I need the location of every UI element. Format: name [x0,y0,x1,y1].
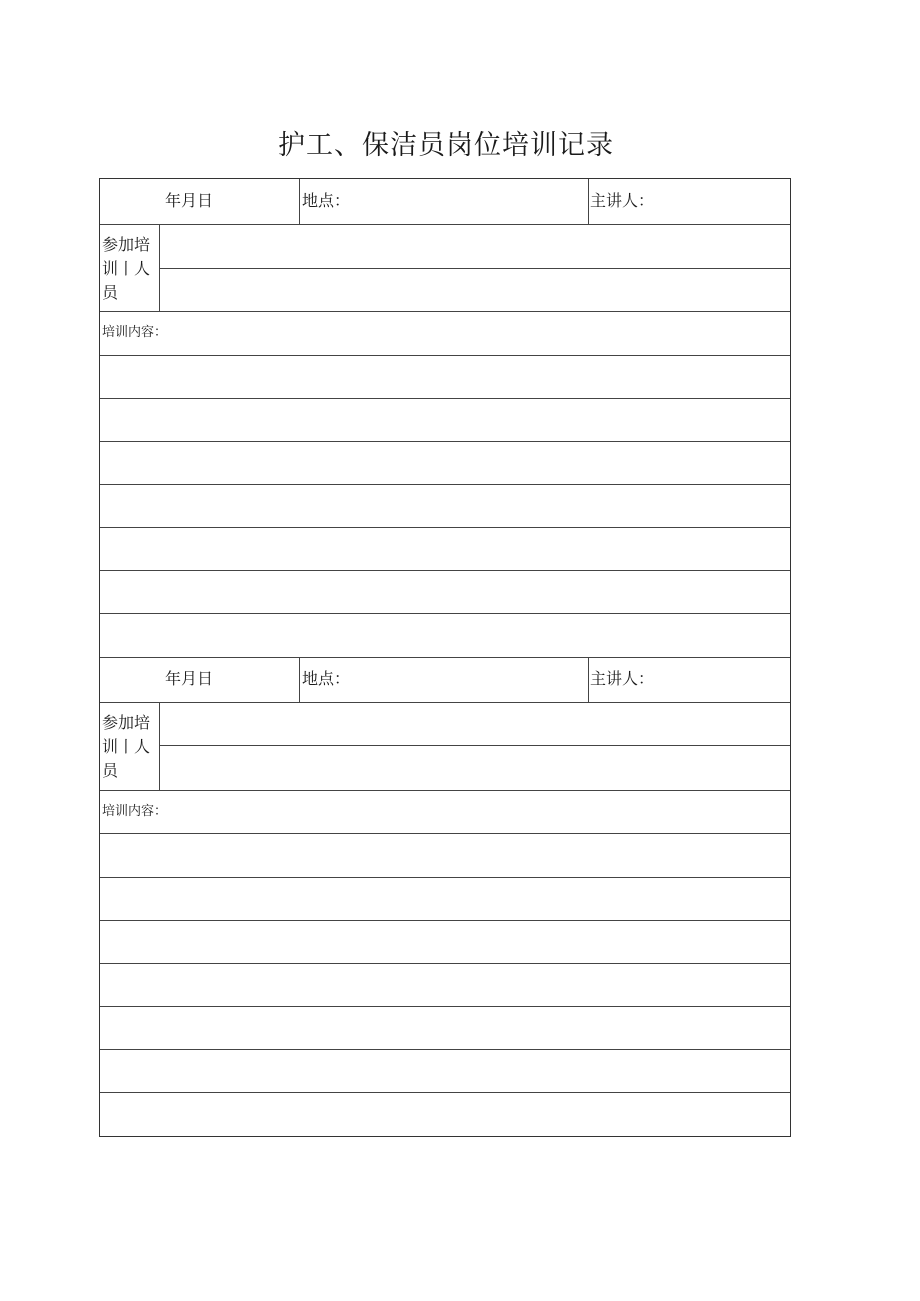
attendees-label-line: 参加培 [102,713,151,732]
attendees-label [102,233,158,305]
content-entry-row[interactable] [100,528,790,570]
content-entry-row[interactable] [100,964,790,1006]
content-entry-row[interactable] [100,399,790,441]
content-entry-row[interactable] [100,485,790,527]
attendees-entry-row[interactable] [160,703,790,745]
attendees-entry-row[interactable] [160,746,790,790]
page-title: 护工、保洁员岗位培训记录 [278,130,614,161]
row-divider [100,311,790,312]
speaker-label: 主讲人： [590,669,655,688]
content-label: 培训内容： [102,325,168,340]
content-entry-row[interactable] [100,1007,790,1049]
cell-divider [588,657,589,702]
training-record-form [99,178,791,1137]
attendees-entry-row[interactable] [160,225,790,268]
content-entry-row[interactable] [100,571,790,613]
content-entry-row[interactable] [100,878,790,920]
content-entry-row[interactable] [100,1050,790,1092]
attendees-entry-row[interactable] [160,269,790,311]
attendees-label-line: 员 [102,761,119,780]
attendees-label [102,711,158,783]
content-entry-row[interactable] [100,1093,790,1136]
speaker-label: 主讲人： [590,191,655,210]
location-label: 地点： [302,669,351,688]
row-divider [100,790,790,791]
cell-divider [299,657,300,702]
attendees-label-line: 员 [102,283,119,302]
content-entry-row[interactable] [100,834,790,877]
attendees-label-line: 参加培 [102,235,151,254]
date-label: 年月日 [165,191,214,210]
attendees-label-line: 训丨人 [102,737,151,756]
cell-divider [588,179,589,224]
attendees-label-line: 训丨人 [102,259,151,278]
content-entry-row[interactable] [100,921,790,963]
cell-divider [299,179,300,224]
location-label: 地点： [302,191,351,210]
content-entry-row[interactable] [100,614,790,657]
content-entry-row[interactable] [100,442,790,484]
content-label: 培训内容： [102,804,168,819]
date-label: 年月日 [165,669,214,688]
content-entry-row[interactable] [100,356,790,398]
